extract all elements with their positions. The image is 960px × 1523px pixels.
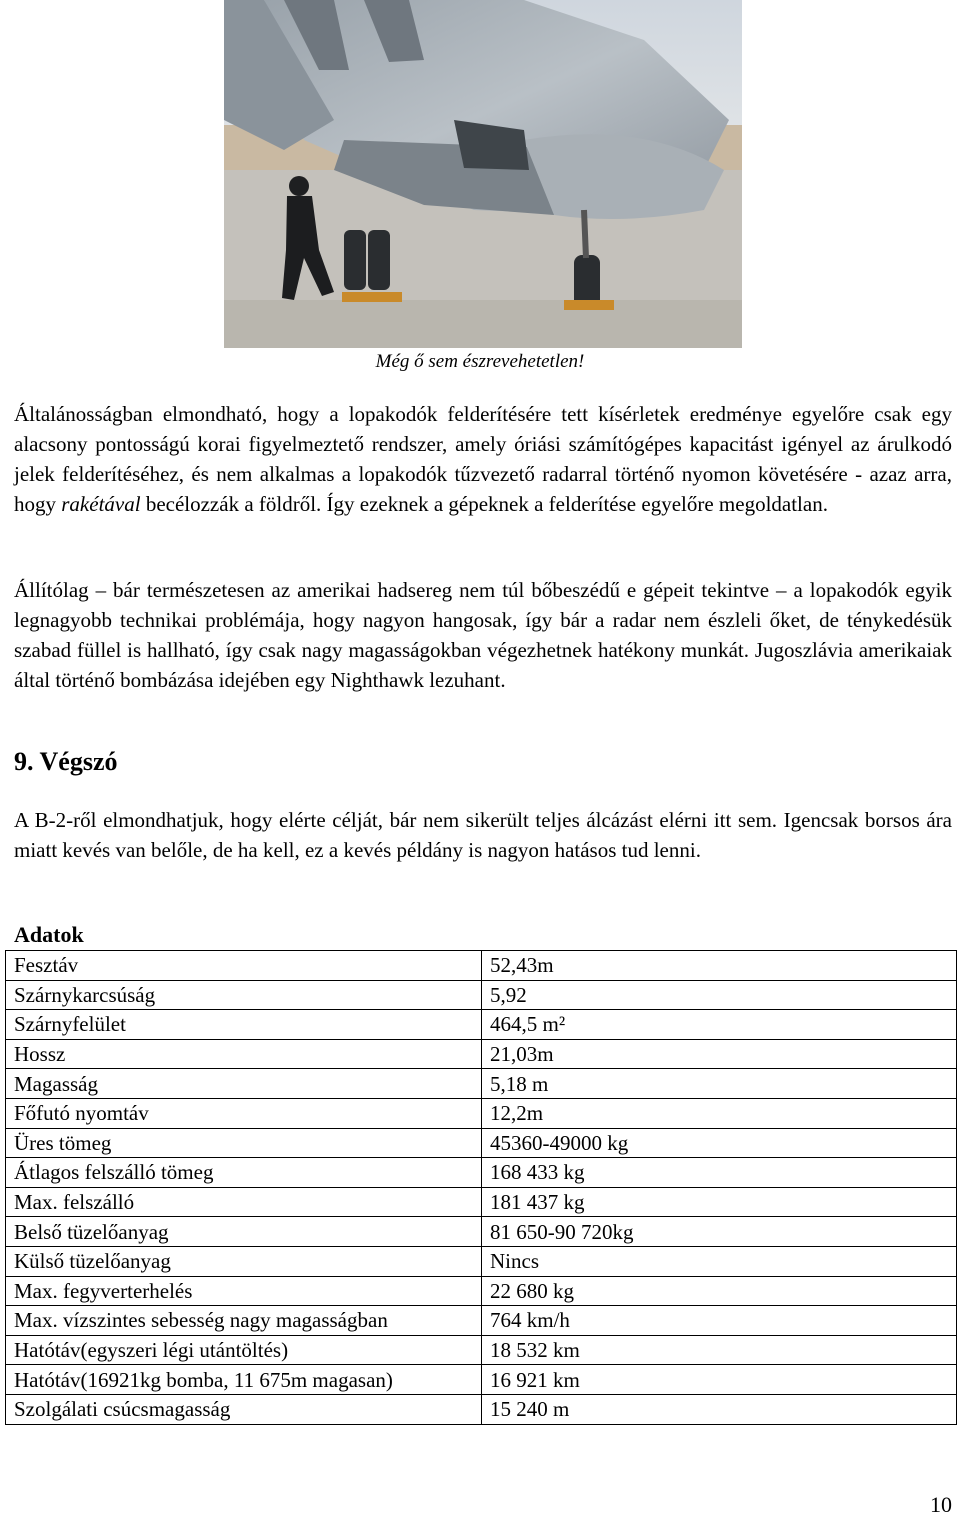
spec-value: 464,5 m²	[482, 1010, 957, 1040]
spec-value: 45360-49000 kg	[482, 1128, 957, 1158]
table-row	[6, 1098, 957, 1128]
spec-value: 18 532 km	[482, 1335, 957, 1365]
specs-title: Adatok	[14, 922, 84, 947]
spec-label: Hatótáv(16921kg bomba, 11 675m magasan)	[6, 1365, 482, 1395]
table-row	[6, 1246, 957, 1276]
table-row	[6, 1394, 957, 1424]
photo-caption: Még ő sem észrevehetetlen!	[375, 351, 585, 372]
spec-value: 168 433 kg	[482, 1158, 957, 1188]
spec-label: Szárnyfelület	[6, 1010, 482, 1040]
spec-value: 764 km/h	[482, 1306, 957, 1336]
table-row	[6, 1276, 957, 1306]
paragraph-conclusion: A B-2-ről elmondhatjuk, hogy elérte célját, bár nem sikerült teljes álcázást elérni itt sem. Igencsak borsos ára miatt kevés van belőle, de ha kell, ez a kevés példány is nagyon hatásos tud lenni.	[14, 808, 952, 862]
spec-value: 15 240 m	[482, 1394, 957, 1424]
spec-label: Max. fegyverterhelés	[6, 1276, 482, 1306]
table-row	[6, 980, 957, 1010]
table-row	[6, 1217, 957, 1247]
table-row	[6, 1010, 957, 1040]
spec-label: Hatótáv(egyszeri légi utántöltés)	[6, 1335, 482, 1365]
table-row	[6, 1069, 957, 1099]
spec-label: Fesztáv	[6, 951, 482, 981]
spec-label: Belső tüzelőanyag	[6, 1217, 482, 1247]
specs-table	[5, 950, 957, 1425]
spec-label: Hossz	[6, 1039, 482, 1069]
spec-value: 52,43m	[482, 951, 957, 981]
spec-label: Max. felszálló	[6, 1187, 482, 1217]
spec-value: 181 437 kg	[482, 1187, 957, 1217]
section-heading: 9. Végszó	[14, 747, 118, 776]
spec-value: 16 921 km	[482, 1365, 957, 1395]
spec-value: 5,18 m	[482, 1069, 957, 1099]
spec-value: 81 650-90 720kg	[482, 1217, 957, 1247]
table-row	[6, 1365, 957, 1395]
paragraph-text: Általánosságban elmondható, hogy a lopakodók felderítésére tett kísérletek eredménye egyelőre csak egy alacsony pontosságú korai figyelmeztető rendszer, amely óriási számítógépes kapacitást igényel az árulkodó jelek felderítéséhez, és nem alkalmas a lopakodók tűzvezető radarral történő nyomon követésére - azaz arra, hogy	[14, 402, 952, 516]
spec-label: Üres tömeg	[6, 1128, 482, 1158]
spec-label: Szolgálati csúcsmagasság	[6, 1394, 482, 1424]
spec-value: 21,03m	[482, 1039, 957, 1069]
paragraph-stealth-detection	[14, 399, 952, 519]
paragraph-noise-problem: Állítólag – bár természetesen az amerikai hadsereg nem túl bőbeszédű e gépeit tekintve – a lopakodók egyik legnagyobb technikai problémája, hogy nagyon hangosak, így bár a radar nem észleli őket, de ténykedésük szabad füllel is hallható, így csak nagy magasságokban végezhetnek hatékony munkát. Jugoszlávia amerikaiak által történő bombázása idejében egy Nighthawk lezuhant.	[14, 578, 952, 692]
stealth-aircraft-photo	[224, 0, 742, 348]
specs-table-body	[6, 951, 957, 1425]
table-row	[6, 951, 957, 981]
emphasized-word: rakétával	[61, 492, 141, 516]
spec-label: Szárnykarcsúság	[6, 980, 482, 1010]
spec-label: Főfutó nyomtáv	[6, 1098, 482, 1128]
spec-value: 12,2m	[482, 1098, 957, 1128]
spec-label: Átlagos felszálló tömeg	[6, 1158, 482, 1188]
table-row	[6, 1039, 957, 1069]
table-row	[6, 1187, 957, 1217]
spec-label: Magasság	[6, 1069, 482, 1099]
spec-value: 5,92	[482, 980, 957, 1010]
table-row	[6, 1128, 957, 1158]
table-row	[6, 1335, 957, 1365]
page-number: 10	[930, 1492, 952, 1517]
paragraph-text: becélozzák a földről. Így ezeknek a gépeknek a felderítése egyelőre megoldatlan.	[140, 492, 828, 516]
table-row	[6, 1306, 957, 1336]
table-row	[6, 1158, 957, 1188]
spec-value: Nincs	[482, 1246, 957, 1276]
spec-value: 22 680 kg	[482, 1276, 957, 1306]
spec-label: Max. vízszintes sebesség nagy magasságban	[6, 1306, 482, 1336]
spec-label: Külső tüzelőanyag	[6, 1246, 482, 1276]
